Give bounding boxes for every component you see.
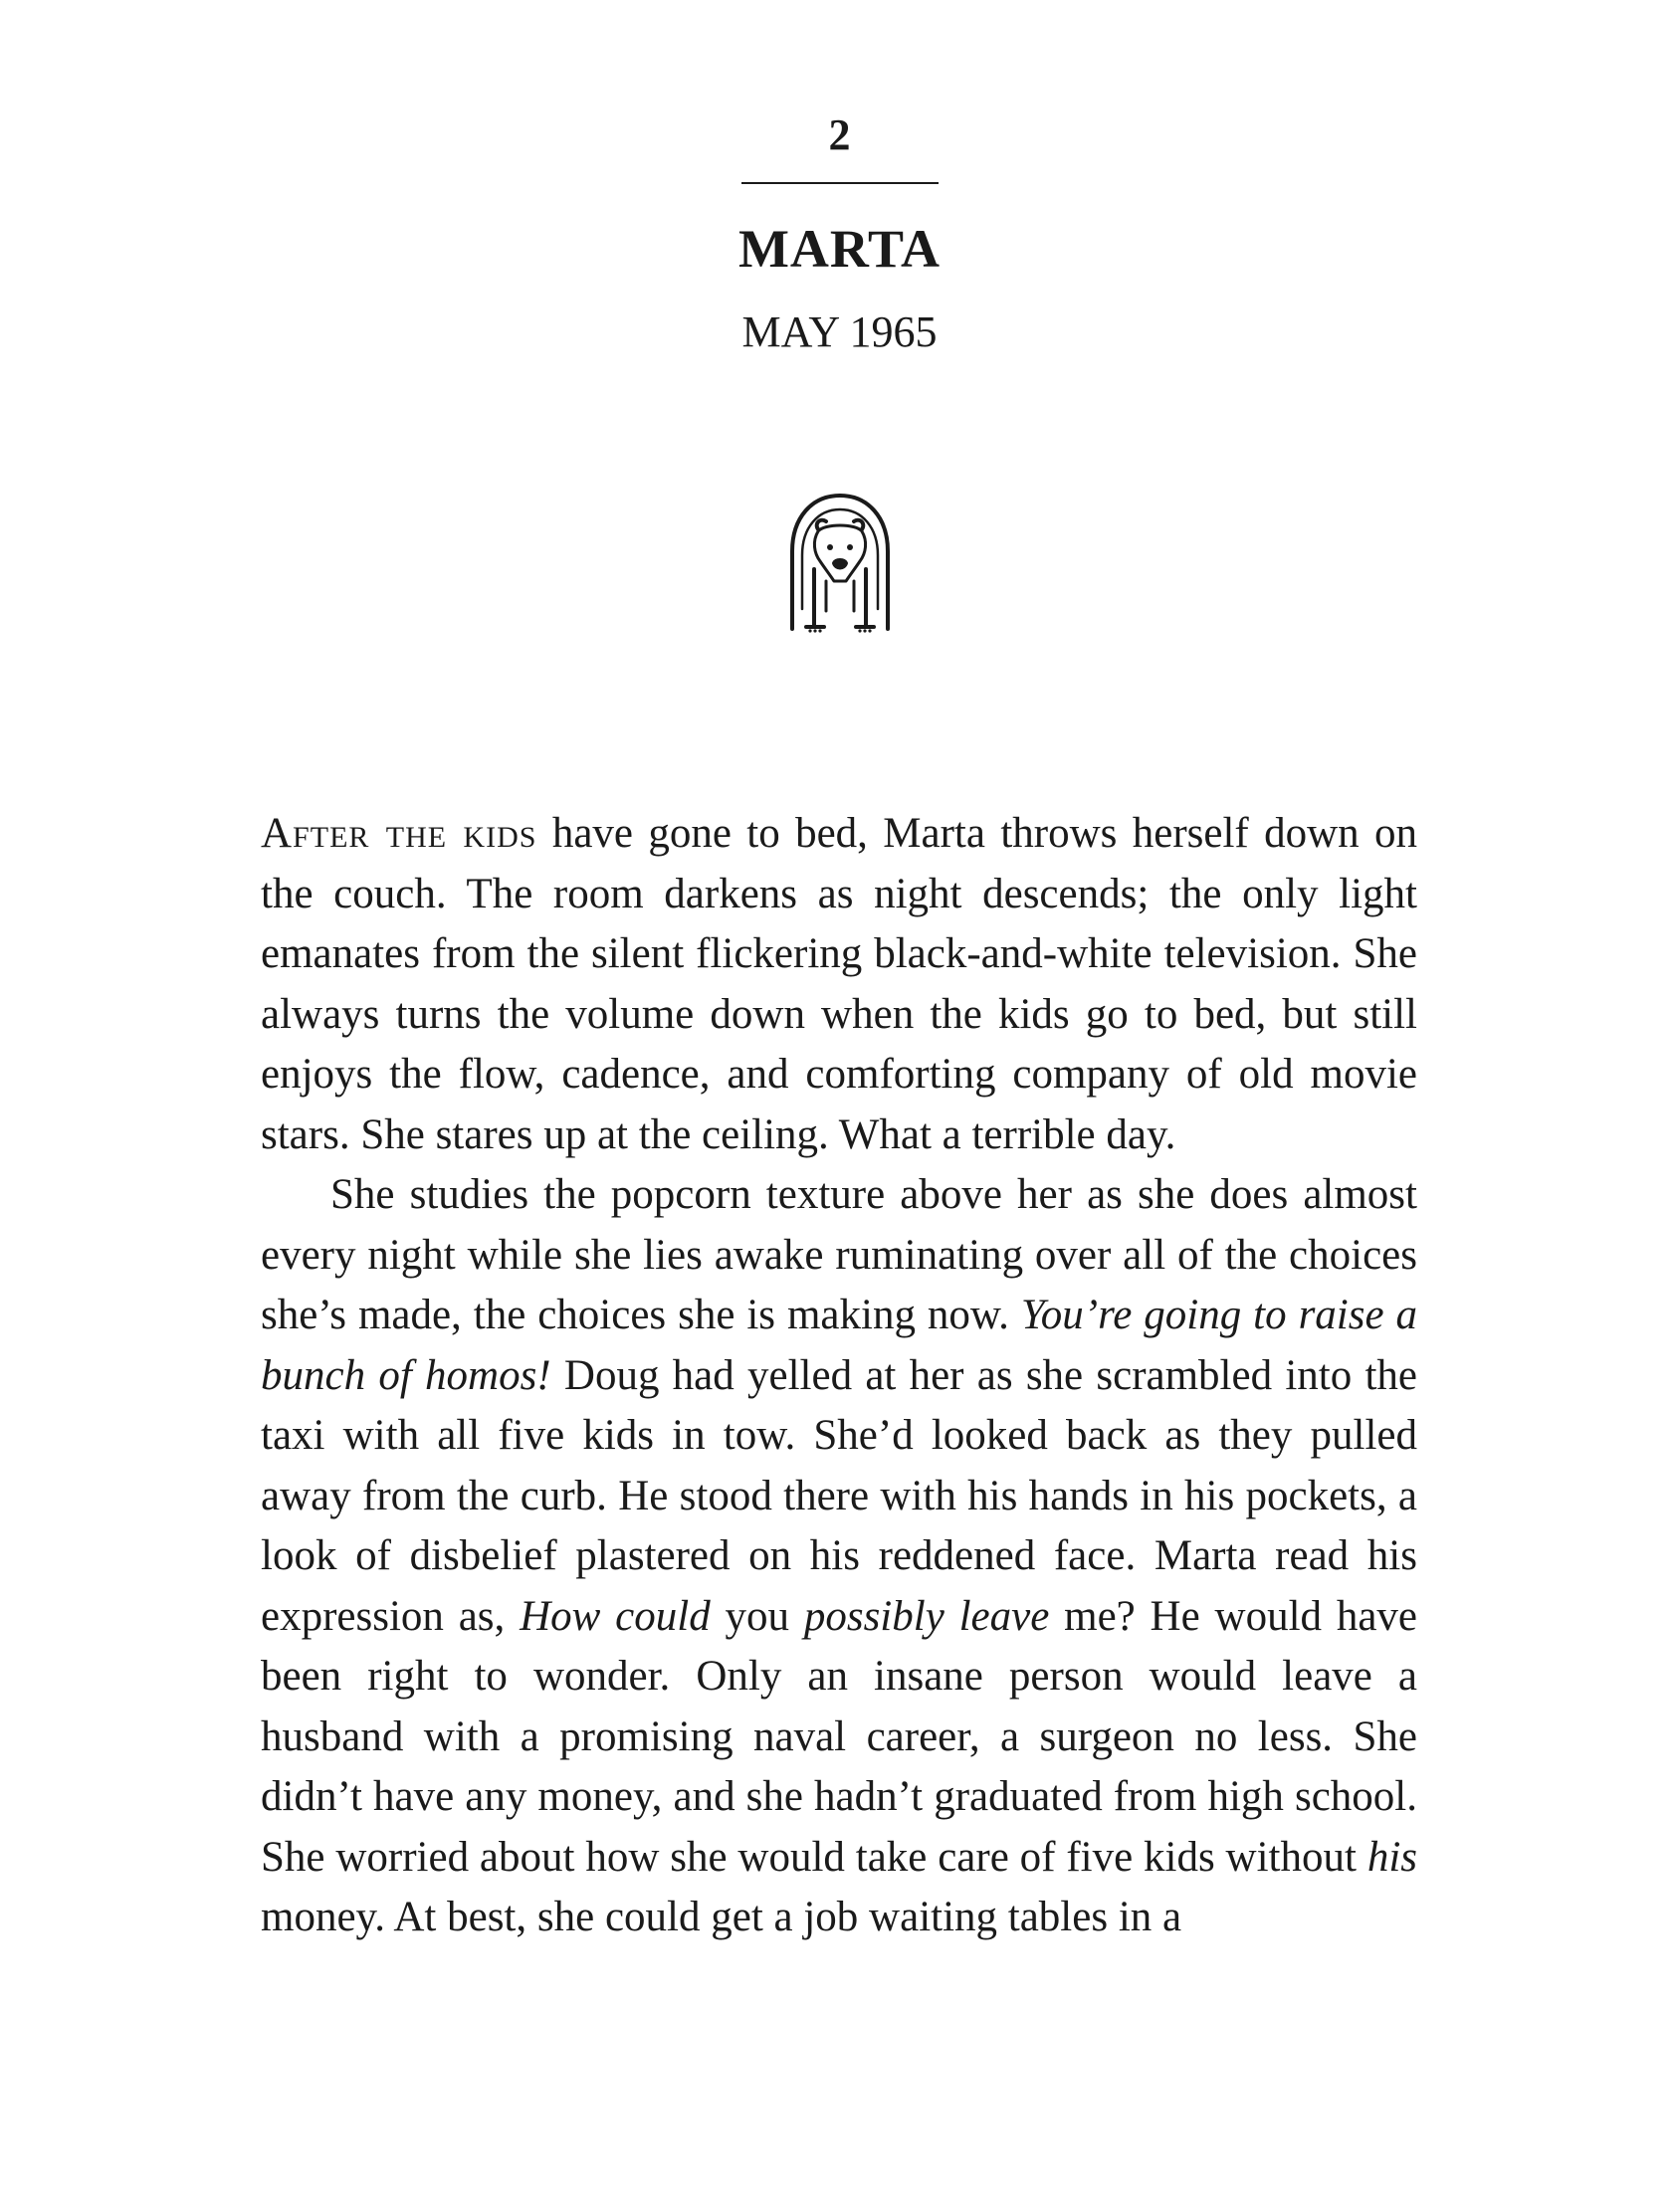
paragraph-2-text-d: me? He would have been right to wonder. Only an insane person would leave a husband with a promising naval career, a surgeon no less. She didn’t have any money, and she hadn’t graduated from high school. She worried about how she would take care of five kids without [261, 1592, 1417, 1881]
paragraph-2-text-b: Doug had yelled at her as she scrambled into the taxi with all five kids in tow. She’d looked back as they pulled away from the curb. He stood there with his hands in his pockets, a look of disbelief plastered on his reddened face. Marta read his expression as, [261, 1351, 1417, 1640]
italic-quote-3: possibly leave [803, 1592, 1050, 1640]
paragraph-2-text-a: She studies the popcorn texture above her as she does almost every night while she lies awake ruminating over all of the choices she’s made, the choices she is making now. [261, 1171, 1417, 1338]
italic-quote-2: How could [520, 1592, 711, 1640]
paragraph-1-text: have gone to bed, Marta throws herself down on the couch. The room darkens as night descends; the only light emanates from the silent flickering black-and-white television. She always turns the volume down when the kids go to bed, but still enjoys the flow, cadence, and comforting company of old movie stars. She stares up at the ceiling. What a terrible day. [261, 810, 1418, 1158]
chapter-number: 2 [828, 110, 851, 159]
bear-icon [784, 490, 896, 635]
paragraph-1 [261, 804, 1417, 1165]
paragraph-2-text-c: you [710, 1592, 804, 1640]
italic-his: his [1366, 1833, 1417, 1881]
chapter-date: MAY 1965 [741, 307, 938, 356]
italic-quote-1: You’re going to raise a bunch of homos! [261, 1292, 1418, 1399]
paragraph-2 [261, 1165, 1417, 1948]
paragraph-2-text-e: money. At best, she could get a job waiting tables in a [261, 1894, 1182, 1940]
chapter-title: MARTA [737, 219, 942, 279]
lead-in-smallcaps: After the kids [261, 810, 537, 857]
chapter-rule [741, 182, 939, 184]
chapter-body [261, 804, 1417, 1948]
